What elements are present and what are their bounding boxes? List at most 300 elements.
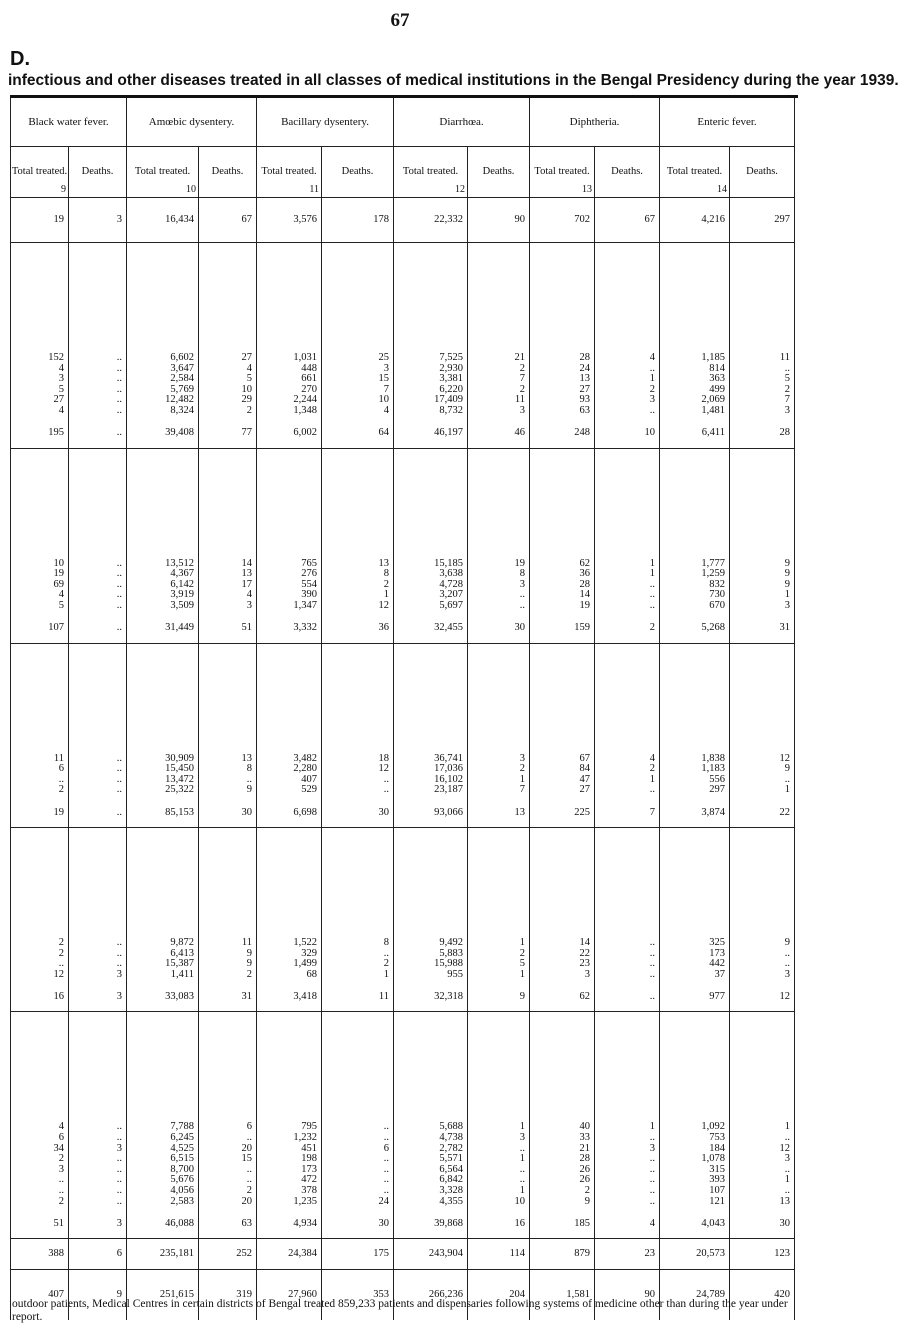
cell-value: 1 [519,1121,526,1133]
column-number: 14 [717,184,728,195]
cell-value: 6 [383,1142,390,1154]
cell-value: 3,207 [439,589,464,601]
cell-value: 2 [246,1184,253,1196]
cell-value: .. [383,947,390,959]
cell-value: .. [116,1121,123,1133]
cell-value: 8 [246,763,253,775]
table-cell: 879 [530,1239,595,1270]
cell-value: 1 [519,1153,526,1165]
cell-value: 28 [579,1153,591,1165]
cell-value: 8 [383,568,390,580]
cell-value: 33 [579,1132,591,1144]
cell-value: 152 [48,352,64,364]
cell-value: 16,102 [434,773,464,785]
cell-value: 765 [301,557,318,569]
table-cell: 297 [730,198,795,243]
cell-value: 3 [784,600,791,611]
cell-value: .. [649,968,656,980]
cell-value: 184 [709,1142,726,1154]
cell-value: 10 [241,383,253,395]
cell-value: 2,244 [293,394,318,406]
cell-value: 329 [301,947,318,959]
cell-value: 7 [519,784,526,796]
cell-value: 10 [378,394,390,406]
table-cell [199,1012,257,1210]
cell-value: 107 [709,1184,726,1196]
cell-value: 4,738 [439,1132,464,1144]
table-cell [199,827,257,983]
table-cell: 11 [322,983,394,1012]
cell-value: 393 [709,1174,726,1186]
header-deaths [468,147,530,198]
header-total-treated [11,147,69,198]
cell-value: .. [784,947,791,959]
cell-value: 9,492 [439,937,464,948]
cell-value: 27 [53,394,64,406]
cell-value: 12 [378,600,390,611]
column-number: 11 [309,184,320,195]
table-cell [730,827,795,983]
cell-value: 3 [519,752,526,764]
cell-value: .. [649,784,656,796]
cell-value: 4 [649,352,656,364]
table-cell: 16 [11,983,69,1012]
cell-value: 93 [579,394,591,406]
cell-value: 84 [579,763,591,775]
cell-value: 4,367 [170,568,195,580]
cell-value: .. [383,1121,390,1133]
cell-value: 472 [301,1174,318,1186]
table-cell: 6,002 [257,420,322,449]
table-cell [730,448,795,615]
cell-value: .. [116,784,123,796]
cell-value: 26 [579,1163,591,1175]
cell-value: .. [58,1184,64,1196]
cell-value: 2,069 [701,394,726,406]
cell-value: 68 [306,968,318,980]
cell-value: 955 [447,968,464,980]
table-cell [468,643,530,799]
cell-value: 4,056 [170,1184,195,1196]
table-cell: 7 [595,799,660,828]
table-cell: 24,384 [257,1239,322,1270]
cell-value: 26 [579,1174,591,1186]
cell-value: 11 [779,352,791,364]
table-cell [394,448,468,615]
cell-value: 2 [519,383,526,395]
table-cell: 30 [468,615,530,644]
table-cell: 266,236 [394,1270,468,1321]
cell-value: 2 [246,968,253,980]
cell-value: 9 [246,784,253,796]
cell-value: 7,788 [170,1121,195,1133]
cell-value: 3 [649,394,656,406]
cell-value: 3 [116,968,123,980]
cell-value: 3,638 [439,568,464,580]
cell-value: 27 [579,784,591,796]
cell-value: .. [649,958,656,970]
cell-value: 6 [246,1121,253,1133]
cell-value: 5 [784,373,791,385]
table-cell [257,1012,322,1210]
cell-value: 1,183 [701,763,726,775]
table-cell [322,643,394,799]
district-block-row [11,243,795,420]
table-cell: 30 [730,1210,795,1239]
column-number: 10 [186,184,197,195]
cell-value: 2,584 [170,373,195,385]
cell-value: 3 [519,405,526,416]
table-cell: 32,318 [394,983,468,1012]
cell-value: 6,413 [170,947,195,959]
table-cell [394,643,468,799]
cell-value: 3,328 [439,1184,464,1196]
cell-value: 121 [709,1195,726,1207]
cell-value: 9 [784,763,791,775]
cell-value: 1,031 [293,352,318,364]
cell-value: 8,732 [439,405,464,416]
cell-value: 3 [58,373,64,385]
table-cell: 36 [322,615,394,644]
cell-value: 1 [519,773,526,785]
cell-value: .. [649,589,656,601]
table-cell: 248 [530,420,595,449]
table-cell: 93,066 [394,799,468,828]
subtotal-row [11,983,795,1012]
table-cell [468,448,530,615]
cell-value: 499 [709,383,726,395]
table-cell [394,243,468,420]
table-cell [69,1012,127,1210]
cell-value: 24 [378,1195,390,1207]
table-cell: 4,216 [660,198,730,243]
cell-value: 29 [241,394,253,406]
cell-value: .. [519,1174,526,1186]
table-cell [322,243,394,420]
disease-table [10,98,795,1320]
cell-value: 390 [301,589,318,601]
cell-value: 5 [519,958,526,970]
cell-value: .. [116,578,123,590]
cell-value: 3,647 [170,362,195,374]
table-cell [595,243,660,420]
table-cell [468,243,530,420]
cell-value: 27 [241,352,253,364]
cell-value: .. [649,362,656,374]
table-cell: 16 [468,1210,530,1239]
cell-value: .. [784,1163,791,1175]
table-cell: 225 [530,799,595,828]
cell-value: 62 [579,557,591,569]
cell-value: 1,232 [293,1132,318,1144]
cell-value: 19 [514,557,526,569]
cell-value: 15,387 [165,958,195,970]
cell-value: 2 [784,383,791,395]
cell-value: 2 [519,763,526,775]
cell-value: 13 [241,568,253,580]
table-cell [257,643,322,799]
cell-value: 6,842 [439,1174,464,1186]
cell-value: 315 [709,1163,726,1175]
cell-value: 67 [579,752,591,764]
table-cell: 195 [11,420,69,449]
cell-value: .. [116,373,123,385]
cell-value: 25,322 [165,784,195,796]
table-cell [730,1012,795,1210]
table-cell [199,643,257,799]
table-cell: 27,960 [257,1270,322,1321]
cell-value: .. [116,405,123,416]
group-header-enteric-fever: Enteric fever. [660,98,795,147]
cell-value: 5,697 [439,600,464,611]
cell-value: 5 [58,383,64,395]
cell-value: 1,347 [293,600,318,611]
subtotal-row [11,1210,795,1239]
district-block-row [11,1012,795,1210]
table-cell [322,827,394,983]
header-deaths [730,147,795,198]
cell-value: 12 [53,968,64,980]
cell-value: .. [383,1163,390,1175]
header-deaths [595,147,660,198]
table-cell: 175 [322,1239,394,1270]
table-cell [127,243,199,420]
table-cell: 252 [199,1239,257,1270]
page-number: 67 [390,10,410,31]
cell-value: 13 [241,752,253,764]
table-cell: .. [595,983,660,1012]
table-cell [394,827,468,983]
table-cell: 46 [468,420,530,449]
cell-value: 12 [779,752,791,764]
cell-value: 4 [246,589,253,601]
cell-value: 37 [714,968,726,980]
section-letter: D. [10,48,30,70]
table-cell [127,643,199,799]
cell-value: 6,564 [439,1163,464,1175]
cell-value: 4 [58,1121,64,1133]
table-cell [69,243,127,420]
header-deaths [69,147,127,198]
cell-value: 24 [579,362,591,374]
table-cell [595,448,660,615]
table-cell [530,448,595,615]
cell-value: 8 [383,937,390,948]
table-cell: 19 [11,799,69,828]
cell-value: 15,450 [165,763,195,775]
cell-value: 15 [378,373,390,385]
header-total-treated [660,147,730,198]
header-deaths-label: Deaths. [746,166,778,177]
cell-value: .. [116,1163,123,1175]
cell-value: 2 [649,763,656,775]
table-cell: 28 [730,420,795,449]
cell-value: 1,092 [701,1121,726,1133]
table-cell: 30 [322,799,394,828]
cell-value: 3 [519,578,526,590]
cell-value: .. [649,600,656,611]
cell-value: .. [383,1153,390,1165]
cell-value: .. [116,1153,123,1165]
cell-value: 34 [53,1142,64,1154]
table-cell: 977 [660,983,730,1012]
cell-value: 18 [378,752,390,764]
cell-value: 6,142 [170,578,195,590]
subtotal-row [11,615,795,644]
cell-value: 3,919 [170,589,195,601]
cell-value: 5,883 [439,947,464,959]
cell-value: .. [116,568,123,580]
cell-value: 3,482 [293,752,318,764]
table-cell: 235,181 [127,1239,199,1270]
cell-value: 451 [301,1142,318,1154]
table-cell: 4,043 [660,1210,730,1239]
cell-value: 1,259 [701,568,726,580]
cell-value: 270 [301,383,318,395]
table-cell [257,243,322,420]
table-cell [595,1012,660,1210]
table-cell: 3,332 [257,615,322,644]
cell-value: 15 [241,1153,253,1165]
cell-value: .. [246,773,253,785]
cell-value: 4 [58,362,64,374]
table-cell: 178 [322,198,394,243]
cell-value: 1,481 [701,405,726,416]
cell-value: 1 [519,968,526,980]
cell-value: 1 [383,589,390,601]
cell-value: 12 [779,1142,791,1154]
cell-value: 13 [779,1195,791,1207]
table-cell [257,827,322,983]
cell-value: 2,930 [439,362,464,374]
header-deaths [322,147,394,198]
cell-value: .. [649,1195,656,1207]
table-cell [199,243,257,420]
cell-value: 9 [784,578,791,590]
table-cell: 159 [530,615,595,644]
subtotal-row [11,799,795,828]
table-cell: 23 [595,1239,660,1270]
table-cell: 4 [595,1210,660,1239]
table-cell: 4,934 [257,1210,322,1239]
footnote: outdoor patients, Medical Centres in certain districts of Bengal treated 859,233 patients and dispensaries following systems of medicine other than during the year under report. [12,1298,788,1323]
cell-value: 36 [579,568,591,580]
subtotal-row [11,198,795,243]
cell-value: 1,522 [293,937,318,948]
cell-value: 12 [378,763,390,775]
table-cell: 5,268 [660,615,730,644]
table-cell: 31 [199,983,257,1012]
table-cell: 39,868 [394,1210,468,1239]
table-cell [11,1012,69,1210]
cell-value: 198 [301,1153,318,1165]
cell-value: 13,512 [165,557,195,569]
cell-value: .. [116,958,123,970]
cell-value: 325 [709,937,726,948]
header-total-treated [394,147,468,198]
cell-value: 1,777 [701,557,726,569]
table-cell: 3,418 [257,983,322,1012]
cell-value: 5,769 [170,383,195,395]
cell-value: 6 [58,1132,64,1144]
table-cell: .. [69,615,127,644]
cell-value: 5,676 [170,1174,195,1186]
cell-value: .. [246,1174,253,1186]
cell-value: 6,220 [439,383,464,395]
district-block-row [11,827,795,983]
table-cell: 407 [11,1270,69,1321]
cell-value: 2,583 [170,1195,195,1207]
cell-value: 28 [579,352,591,364]
column-number: 13 [582,184,593,195]
cell-value: 3 [519,1132,526,1144]
cell-value: 3 [584,968,591,980]
cell-value: 670 [709,600,726,611]
cell-value: 9 [784,568,791,580]
header-deaths-label: Deaths. [482,166,515,177]
cell-value: 6,602 [170,352,195,364]
table-cell: .. [69,799,127,828]
cell-value: .. [784,773,791,785]
cell-value: 1 [519,1184,526,1196]
cell-value: 4 [383,405,390,416]
cell-value: .. [649,578,656,590]
table-cell [595,643,660,799]
cell-value: 6,245 [170,1132,195,1144]
cell-value: 8,324 [170,405,195,416]
table-cell [11,448,69,615]
table-cell: 319 [199,1270,257,1321]
header-total-treated [127,147,199,198]
table-cell: 107 [11,615,69,644]
table-cell [730,643,795,799]
cell-value: 832 [709,578,726,590]
cell-value: 27 [579,383,591,395]
cell-value: .. [246,1132,253,1144]
table-cell [530,643,595,799]
cell-value: .. [116,1174,123,1186]
table-cell: 30 [199,799,257,828]
table-cell [530,827,595,983]
cell-value: 21 [579,1142,591,1154]
cell-value: 2 [584,1184,591,1196]
column-number: 12 [455,184,466,195]
cell-value: 795 [301,1121,318,1133]
cell-value: .. [383,1174,390,1186]
table-cell [69,448,127,615]
cell-value: 661 [301,373,318,385]
cell-value: .. [116,1184,123,1196]
cell-value: 11 [53,752,64,764]
cell-value: .. [58,773,64,785]
district-block-row [11,448,795,615]
cell-value: 15,185 [434,557,464,569]
cell-value: 1 [519,937,526,948]
table-cell [322,1012,394,1210]
cell-value: 11 [241,937,253,948]
cell-value: 2 [58,947,64,959]
cell-value: 17 [241,578,253,590]
cell-value: 4,355 [439,1195,464,1207]
cell-value: 9 [784,937,791,948]
cell-value: 6,515 [170,1153,195,1165]
cell-value: 36,741 [434,752,464,764]
cell-value: .. [116,763,123,775]
cell-value: 11 [514,394,526,406]
cell-value: 276 [301,568,318,580]
cell-value: 4 [649,752,656,764]
table-cell: 67 [199,198,257,243]
